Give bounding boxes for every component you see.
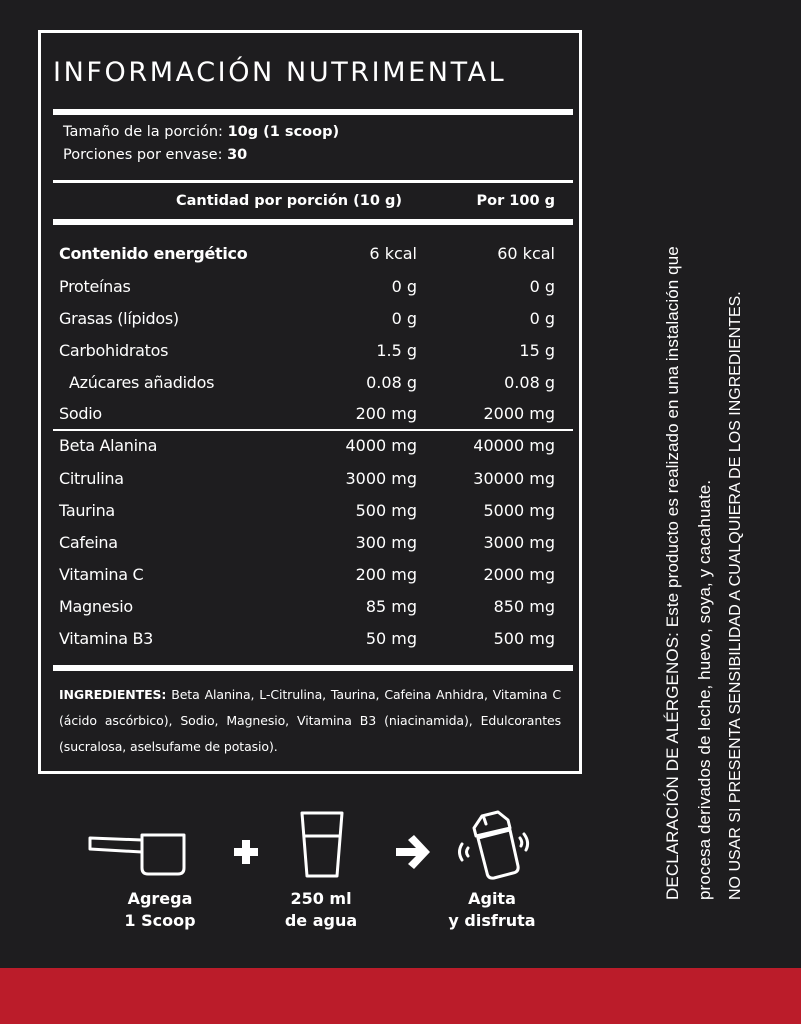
active-per-100g: 30000 mg — [473, 469, 555, 488]
active-row — [41, 469, 579, 501]
glass-icon — [298, 810, 346, 880]
active-name: Vitamina C — [59, 565, 144, 584]
serving-size-value: 10g (1 scoop) — [227, 124, 340, 140]
header-divider — [53, 219, 573, 225]
active-name: Magnesio — [59, 597, 133, 616]
nutrient-row — [41, 373, 579, 405]
allergen-line-2: procesa derivados de leche, huevo, soya, y cacahuate. — [695, 479, 714, 900]
step-add-scoop-line2: 1 Scoop — [124, 911, 196, 930]
serving-size: Tamaño de la porción: 10g (1 scoop) — [63, 124, 340, 140]
active-name: Vitamina B3 — [59, 629, 154, 648]
nutrient-name: Proteínas — [59, 277, 131, 296]
nutrient-per-100g: 0.08 g — [504, 373, 555, 392]
nutrient-name: Grasas (lípidos) — [59, 309, 179, 328]
nutrient-per-serving: 6 kcal — [369, 244, 417, 263]
active-per-serving: 4000 mg — [345, 436, 417, 455]
nutrient-row — [41, 309, 579, 341]
step-add-water-line2: de agua — [284, 911, 358, 930]
active-per-100g: 500 mg — [493, 629, 555, 648]
active-per-100g: 40000 mg — [473, 436, 555, 455]
red-band — [0, 968, 801, 1024]
nutrient-row — [41, 277, 579, 309]
active-row — [41, 629, 579, 661]
nutrient-per-serving: 0 g — [391, 309, 417, 328]
scoop-icon — [86, 816, 190, 880]
nutrient-name: Carbohidratos — [59, 341, 169, 360]
step-add-water-line1: 250 ml — [290, 889, 352, 908]
nutrition-facts-panel — [38, 30, 582, 774]
step-add-water — [251, 888, 391, 932]
serving-divider — [53, 180, 573, 183]
nutrient-per-100g: 60 kcal — [497, 244, 555, 263]
active-row — [41, 533, 579, 565]
active-row — [41, 501, 579, 533]
nutrient-row — [41, 244, 579, 276]
shaker-icon — [454, 808, 534, 882]
active-per-serving: 3000 mg — [345, 469, 417, 488]
nutrient-name: Contenido energético — [59, 244, 248, 263]
servings-per-container: Porciones por envase: 30 — [63, 147, 248, 163]
step-shake — [422, 888, 562, 932]
active-per-100g: 3000 mg — [483, 533, 555, 552]
step-add-scoop-line1: Agrega — [127, 889, 193, 908]
step-shake-line2: y disfruta — [448, 911, 536, 930]
active-name: Beta Alanina — [59, 436, 158, 455]
step-shake-line1: Agita — [468, 889, 516, 908]
ingredients-text — [59, 682, 561, 760]
nutrition-title: INFORMACIÓN NUTRIMENTAL — [53, 57, 507, 88]
title-divider — [53, 109, 573, 115]
active-per-100g: 850 mg — [493, 597, 555, 616]
active-per-serving: 500 mg — [355, 501, 417, 520]
ingredients-label: INGREDIENTES: — [59, 687, 167, 702]
active-row — [41, 565, 579, 597]
arrow-right-icon — [392, 832, 434, 872]
active-per-100g: 5000 mg — [483, 501, 555, 520]
nutrient-name: Sodio — [59, 404, 102, 423]
nutrient-row — [41, 341, 579, 373]
active-name: Taurina — [59, 501, 115, 520]
nutrient-per-serving: 0 g — [391, 277, 417, 296]
active-row — [41, 436, 579, 468]
nutrient-per-100g: 0 g — [529, 309, 555, 328]
allergen-line-1: DECLARACIÓN DE ALÉRGENOS: Este producto es realizado en una instalación que — [663, 246, 682, 900]
nutrient-per-100g: 0 g — [529, 277, 555, 296]
active-per-serving: 300 mg — [355, 533, 417, 552]
active-name: Citrulina — [59, 469, 124, 488]
sensitivity-warning: NO USAR SI PRESENTA SENSIBILIDAD A CUALQUIERA DE LOS INGREDIENTES. — [727, 291, 744, 900]
nutrient-row — [41, 404, 579, 436]
servings-per-container-value: 30 — [227, 147, 248, 163]
allergen-declaration — [657, 246, 721, 900]
column-header-per-100g: Por 100 g — [476, 193, 555, 209]
ingredients-divider — [53, 665, 573, 671]
nutrient-per-serving: 200 mg — [355, 404, 417, 423]
plus-icon — [232, 838, 260, 866]
active-per-serving: 50 mg — [365, 629, 417, 648]
nutrient-per-serving: 1.5 g — [376, 341, 417, 360]
nutrient-per-100g: 2000 mg — [483, 404, 555, 423]
step-add-scoop — [90, 888, 230, 932]
active-name: Cafeina — [59, 533, 118, 552]
column-header-per-serving: Cantidad por porción (10 g) — [176, 193, 403, 209]
active-per-serving: 200 mg — [355, 565, 417, 584]
active-row — [41, 597, 579, 629]
nutrient-name: Azúcares añadidos — [69, 373, 215, 392]
active-per-serving: 85 mg — [365, 597, 417, 616]
actives-divider — [53, 429, 573, 431]
ingredients-list: Beta Alanina, L-Citrulina, Taurina, Cafeina Anhidra, Vitamina C (ácido ascórbico), Sodio, Magnesio, Vitamina B3 (niacinamida), Edulcorantes (sucralosa, aselsufame de potasio). — [59, 687, 561, 754]
active-per-100g: 2000 mg — [483, 565, 555, 584]
nutrient-per-serving: 0.08 g — [366, 373, 417, 392]
nutrient-per-100g: 15 g — [519, 341, 555, 360]
